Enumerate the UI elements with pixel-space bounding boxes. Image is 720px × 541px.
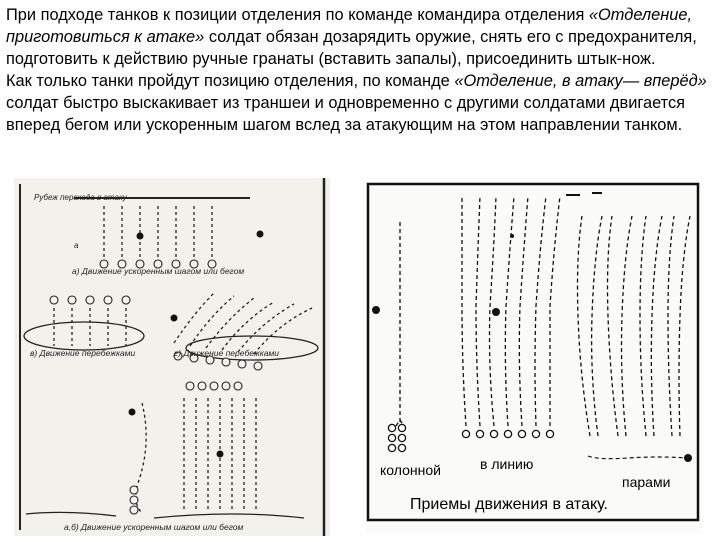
intro-text bbox=[6, 4, 714, 136]
left-caption-b: а,б) Движение ускоренным шагом или бегом bbox=[64, 522, 244, 532]
right-movement-figure bbox=[366, 182, 702, 534]
left-figure-top-label: Рубеж перехода в атаку bbox=[34, 193, 127, 202]
paragraph-attack-forward bbox=[6, 70, 714, 136]
label-column: колонной bbox=[380, 462, 441, 478]
line-formation bbox=[462, 196, 560, 426]
label-pairs: парами bbox=[622, 474, 671, 490]
paragraph-2-rest: солдат быстро выскакивает из траншеи и одновременно с другими солдатами двигается вперед бегом или ускоренным шагом вслед за атакующим на этом направлении танком. bbox=[6, 94, 686, 134]
left-movement-figure bbox=[14, 178, 330, 536]
left-caption-g: г) Движение перебежками bbox=[174, 348, 280, 358]
paragraph-1-rest: солдат обязан дозарядить оружие, снять его с предохранителя, подготовить к действию ручные гранаты (вставить запалы), присоединить штык-нож. bbox=[6, 28, 697, 68]
pairs-formation bbox=[578, 216, 691, 436]
paragraph-attack-prep bbox=[6, 4, 714, 70]
command-prepare-attack: «Отделение, приготовиться к атаке» bbox=[6, 6, 693, 46]
left-caption-a: а) Движение ускоренным шагом или бегом bbox=[72, 266, 245, 276]
right-figure-caption: Приемы движения в атаку. bbox=[410, 496, 608, 513]
paragraph-1-lead: При подходе танков к позиции отделения по команде командира отделения bbox=[6, 6, 589, 24]
left-figure-drawing bbox=[14, 178, 330, 536]
left-figure-letter-a: а bbox=[74, 241, 79, 250]
column-leader-dot bbox=[372, 306, 380, 314]
command-attack-forward: «Отделение, в атаку— вперёд» bbox=[454, 72, 707, 90]
column-formation bbox=[396, 222, 404, 426]
label-line: в линию bbox=[480, 456, 534, 472]
paragraph-2-lead: Как только танки пройдут позицию отделения, по команде bbox=[6, 72, 455, 90]
left-caption-v: в) Движение перебежками bbox=[30, 348, 136, 358]
